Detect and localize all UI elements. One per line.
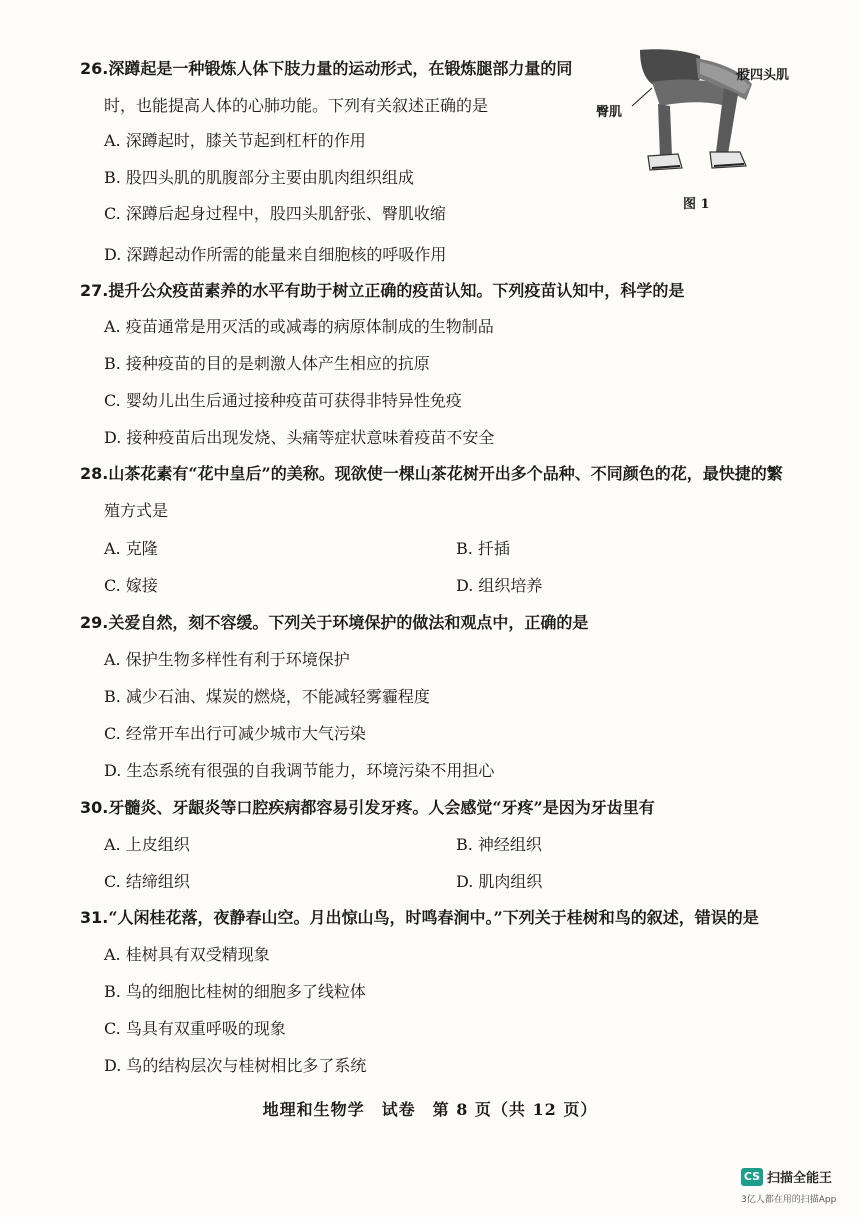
question-29-option-a: A. 保护生物多样性有利于环境保护 bbox=[104, 650, 350, 669]
scanner-logo-icon: CS bbox=[741, 1168, 763, 1186]
question-26-stem-line-2: 时，也能提高人体的心肺功能。下列有关叙述正确的是 bbox=[104, 96, 489, 115]
question-29-stem: 29.关爱自然，刻不容缓。下列关于环境保护的做法和观点中，正确的是 bbox=[80, 613, 589, 632]
question-31-option-a: A. 桂树具有双受精现象 bbox=[104, 945, 270, 964]
question-28-option-d: D. 组织培养 bbox=[456, 576, 543, 595]
question-30-option-a: A. 上皮组织 bbox=[104, 835, 190, 854]
question-number: 30. bbox=[80, 798, 109, 817]
question-30-option-c: C. 结缔组织 bbox=[104, 872, 190, 891]
question-27-option-d: D. 接种疫苗后出现发烧、头痛等症状意味着疫苗不安全 bbox=[104, 428, 495, 447]
question-26-option-d: D. 深蹲起动作所需的能量来自细胞核的呼吸作用 bbox=[104, 245, 447, 264]
question-30-option-b: B. 神经组织 bbox=[456, 835, 542, 854]
glute-label: 臀肌 bbox=[596, 105, 623, 120]
question-31-option-c: C. 鸟具有双重呼吸的现象 bbox=[104, 1019, 286, 1038]
question-29-option-c: C. 经常开车出行可减少城市大气污染 bbox=[104, 724, 366, 743]
question-29-option-d: D. 生态系统有很强的自我调节能力，环境污染不用担心 bbox=[104, 761, 495, 780]
question-31-option-b: B. 鸟的细胞比桂树的细胞多了线粒体 bbox=[104, 982, 366, 1001]
scanner-name: 扫描全能王 bbox=[767, 1171, 833, 1186]
question-number: 31. bbox=[80, 908, 109, 927]
question-28-stem-line-2: 殖方式是 bbox=[104, 501, 169, 520]
question-30-stem: 30.牙髓炎、牙龈炎等口腔疾病都容易引发牙疼。人会感觉“牙疼”是因为牙齿里有 bbox=[80, 798, 655, 817]
question-number: 29. bbox=[80, 613, 109, 632]
question-number: 26. bbox=[80, 59, 109, 78]
question-27-option-b: B. 接种疫苗的目的是刺激人体产生相应的抗原 bbox=[104, 354, 430, 373]
question-27-option-a: A. 疫苗通常是用灭活的或减毒的病原体制成的生物制品 bbox=[104, 317, 494, 336]
scanner-tagline: 3亿人都在用的扫描App bbox=[741, 1195, 837, 1205]
question-28-option-b: B. 扦插 bbox=[456, 539, 510, 558]
question-number: 27. bbox=[80, 281, 109, 300]
question-28-stem-line-1: 28.山茶花素有“花中皇后”的美称。现欲使一棵山茶花树开出多个品种、不同颜色的花，最快捷的繁 bbox=[80, 464, 783, 483]
question-28-option-c: C. 嫁接 bbox=[104, 576, 158, 595]
page-footer: 地理和生物学 试卷 第 8 页（共 12 页） bbox=[262, 1100, 598, 1119]
quadriceps-label: 股四头肌 bbox=[737, 68, 790, 83]
question-31-stem: 31.“人闲桂花落，夜静春山空。月出惊山鸟，时鸣春涧中。”下列关于桂树和鸟的叙述，错误的是 bbox=[80, 908, 759, 927]
question-31-option-d: D. 鸟的结构层次与桂树相比多了系统 bbox=[104, 1056, 367, 1075]
scanner-watermark bbox=[741, 1167, 832, 1186]
question-29-option-b: B. 减少石油、煤炭的燃烧，不能减轻雾霾程度 bbox=[104, 687, 430, 706]
question-number: 28. bbox=[80, 464, 109, 483]
question-26-stem-line-1: 26.深蹲起是一种锻炼人体下肢力量的运动形式，在锻炼腿部力量的同 bbox=[80, 59, 573, 78]
question-28-option-a: A. 克隆 bbox=[104, 539, 158, 558]
question-26-option-c: C. 深蹲后起身过程中，股四头肌舒张、臀肌收缩 bbox=[104, 204, 446, 223]
question-27-stem: 27.提升公众疫苗素养的水平有助于树立正确的疫苗认知。下列疫苗认知中，科学的是 bbox=[80, 281, 685, 300]
question-27-option-c: C. 婴幼儿出生后通过接种疫苗可获得非特异性免疫 bbox=[104, 391, 462, 410]
question-30-option-d: D. 肌肉组织 bbox=[456, 872, 543, 891]
question-26-option-b: B. 股四头肌的肌腹部分主要由肌肉组织组成 bbox=[104, 168, 414, 187]
figure-caption: 图 1 bbox=[683, 197, 710, 212]
question-26-option-a: A. 深蹲起时，膝关节起到杠杆的作用 bbox=[104, 131, 366, 150]
